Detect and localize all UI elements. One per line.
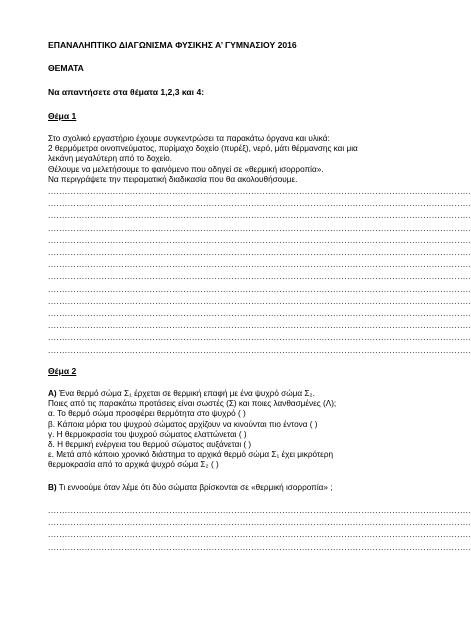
question-1-line: 2 θερμόμετρα οινοπνεύματος, πυρίμαχο δοχείο (πυρέξ), νερό, μάτι θέρμανσης και μια [48, 144, 358, 154]
question-2a-line: Ποιες από τις παρακάτω προτάσεις είναι σωστές (Σ) και ποιες λανθασμένες (Λ); [48, 399, 337, 409]
answer-line: ...................................................................................................................................................... [48, 321, 471, 331]
question-1-line: Στο σχολικό εργαστήριο έχουμε συγκεντρώσει τα παρακάτω όργανα και υλικά: [48, 134, 330, 143]
question-2a-line: α. Το θερμό σώμα προσφέρει θερμότητα στο ψυχρό ( ) [48, 409, 246, 419]
question-1-title: Θέμα 1 [48, 111, 77, 121]
question-2a-label: Α) [48, 389, 57, 398]
section-heading: ΘΕΜΑΤΑ [48, 63, 84, 73]
answer-line: ...................................................................................................................................................... [48, 199, 471, 209]
document-title: ΕΠΑΝΑΛΗΠΤΙΚΟ ΔΙΑΓΩΝΙΣΜΑ ΦΥΣΙΚΗΣ Α’ ΓΥΜΝΑΣΙΟΥ 2016 [48, 40, 297, 50]
answer-line: ...................................................................................................................................................... [48, 235, 471, 245]
answer-line: ...................................................................................................................................................... [48, 333, 471, 343]
answer-line: ...................................................................................................................................................... [48, 260, 471, 270]
question-2a-line: θερμοκρασία από το αρχικά ψυχρό σώμα Σ₂ ( ) [48, 460, 219, 470]
question-1-answer-area [48, 186, 471, 357]
answer-line: ...................................................................................................................................................... [48, 211, 471, 221]
question-2a-line: δ. Η θερμική ενέργεια του θερμού σώματος αυξάνεται ( ) [48, 440, 252, 450]
question-2-title: Θέμα 2 [48, 366, 77, 376]
answer-line: ...................................................................................................................................................... [48, 284, 471, 294]
answer-line: ...................................................................................................................................................... [48, 506, 471, 515]
instruction-text: Να απαντήσετε στα θέματα 1,2,3 και 4: [48, 87, 205, 97]
answer-line: ...................................................................................................................................................... [48, 187, 471, 196]
answer-line: ...................................................................................................................................................... [48, 223, 471, 233]
question-1-line: Θέλουμε να μελετήσουμε το φαινόμενο που οδηγεί σε «θερμική ισορροπία». [48, 164, 324, 174]
question-2a-line: γ. Η θερμοκρασία του ψυχρού σώματος ελαττώνεται ( ) [48, 429, 247, 439]
answer-line: ...................................................................................................................................................... [48, 542, 471, 552]
question-1-text [48, 134, 408, 185]
question-2b-question: Τι εννοούμε όταν λέμε ότι δύο σώματα βρίσκονται σε «θερμική ισορροπία» ; [56, 483, 333, 492]
question-2b-text [48, 483, 332, 493]
question-2b-answer-area [48, 505, 471, 554]
question-2b-label: Β) [48, 483, 57, 492]
answer-line: ...................................................................................................................................................... [48, 272, 471, 282]
answer-line: ...................................................................................................................................................... [48, 309, 471, 319]
question-2a-line: Ένα θερμό σώμα Σ₁ έρχεται σε θερμική επαφή με ένα ψυχρό σώμα Σ₂. [56, 389, 315, 398]
question-2a-line: ε. Μετά από κάποιο χρονικό διάστημα το αρχικά θερμό σώμα Σ₁ έχει μικρότερη [48, 450, 334, 460]
question-2a-text [48, 389, 408, 471]
question-1-line: λεκάνη μεγαλύτερη από το δοχείο. [48, 154, 172, 164]
answer-line: ...................................................................................................................................................... [48, 530, 471, 540]
answer-line: ...................................................................................................................................................... [48, 248, 471, 258]
answer-line: ...................................................................................................................................................... [48, 518, 471, 528]
answer-line: ...................................................................................................................................................... [48, 345, 471, 355]
question-1-line: Να περιγράψετε την πειραματική διαδικασία που θα ακολουθήσουμε. [48, 174, 298, 184]
answer-line: ...................................................................................................................................................... [48, 296, 471, 306]
question-2a-line: β. Κάποια μόρια του ψυχρού σώματος αρχίζουν να κινούνται πιο έντονα ( ) [48, 419, 318, 429]
